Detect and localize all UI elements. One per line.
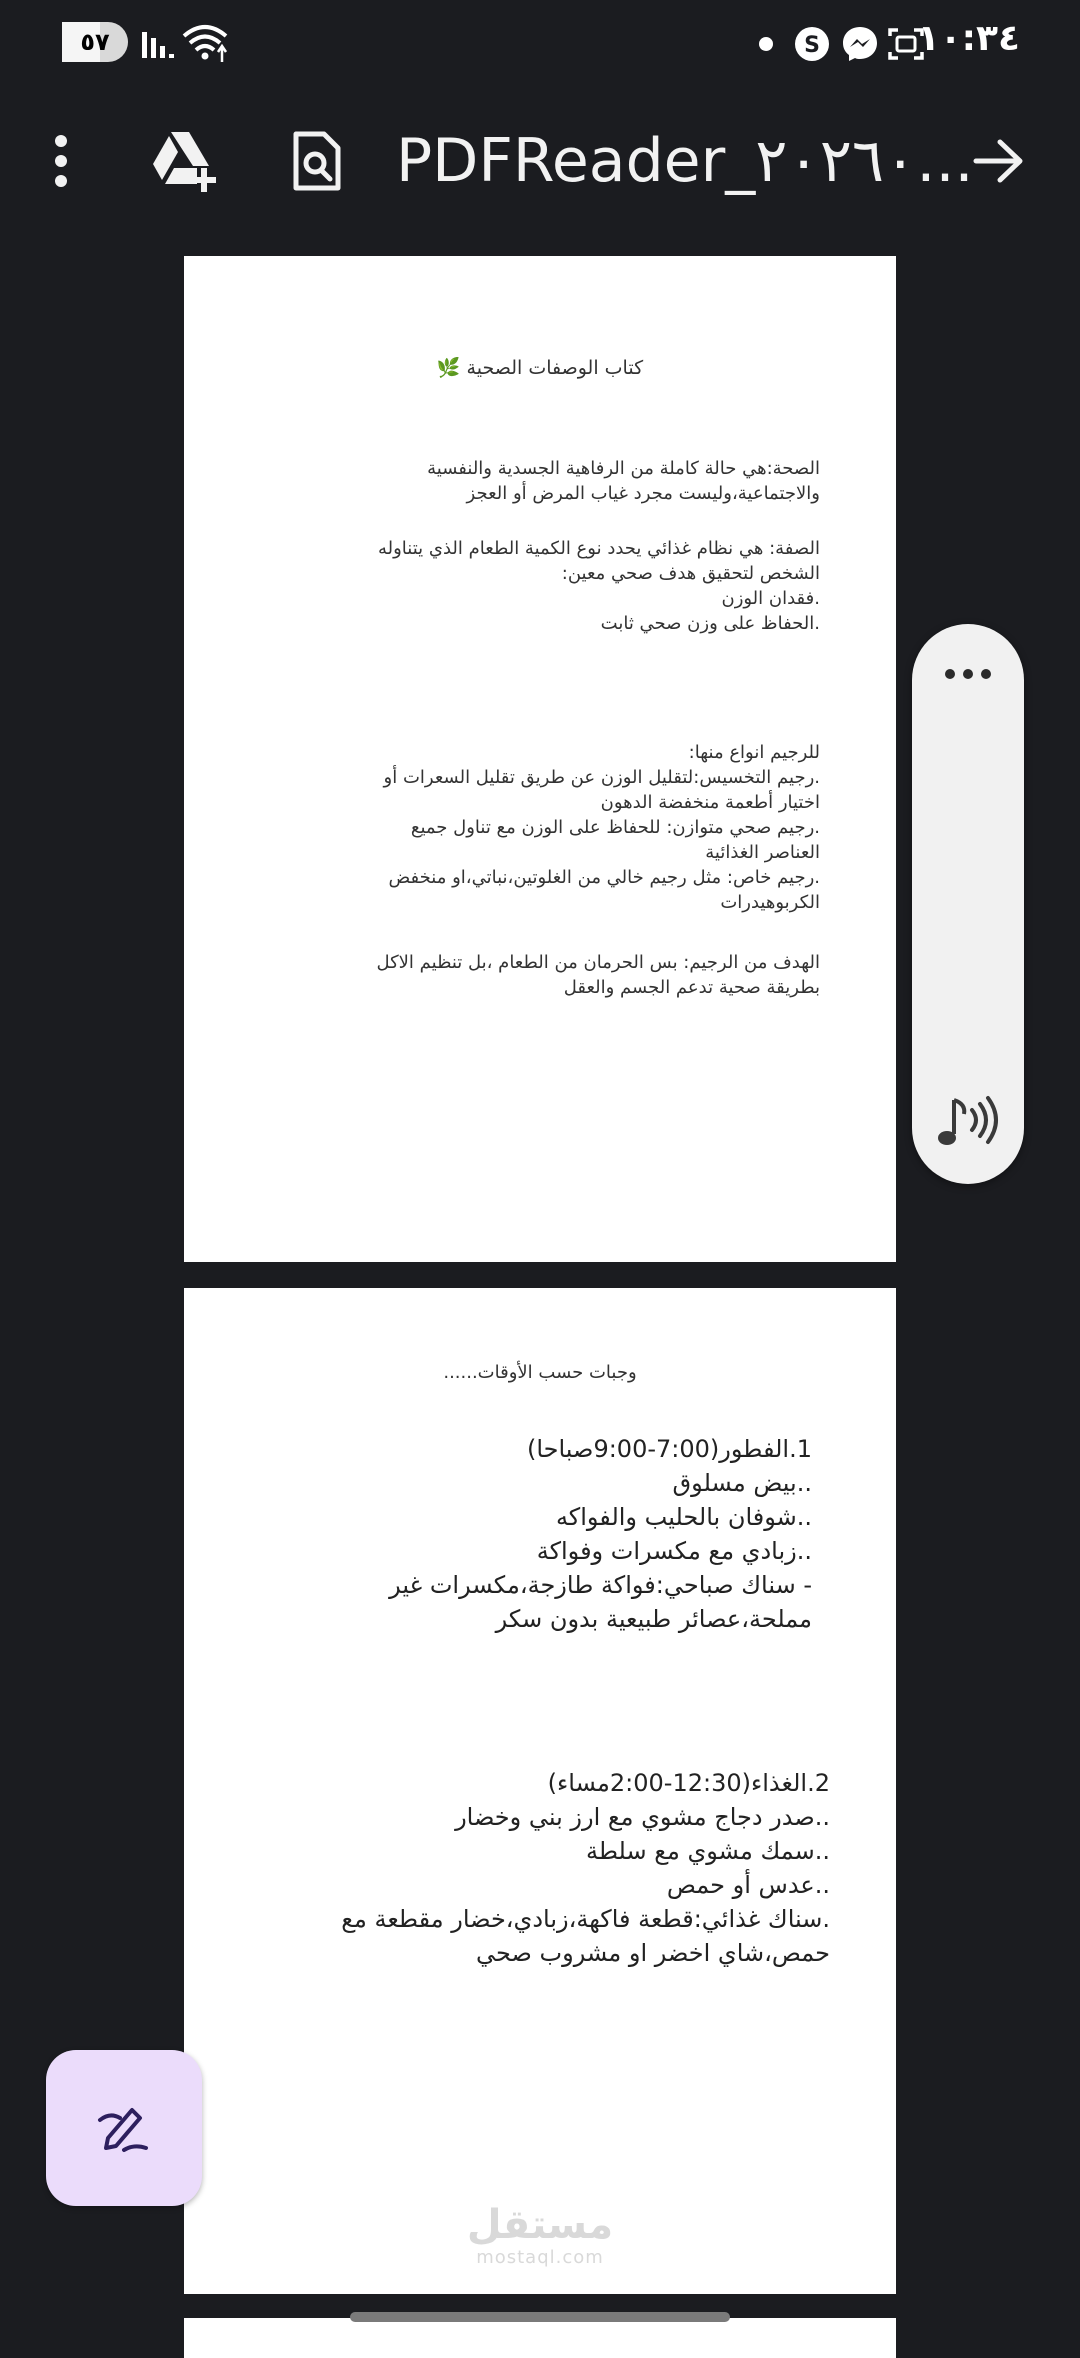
clock: ١٠:٣٤ (917, 18, 1020, 59)
save-to-drive-button[interactable] (146, 126, 222, 196)
more-vert-icon (51, 133, 71, 189)
forward-button[interactable] (964, 126, 1034, 196)
page1-paragraph-health: الصحة:هي حالة كاملة من الرفاهية الجسدية والنفسية والاجتماعية،وليست مجرد غياب المرض أو العجز (427, 458, 820, 504)
pdf-page-1[interactable] (184, 256, 896, 1262)
more-options-button[interactable] (26, 126, 96, 196)
status-bar (0, 0, 1080, 86)
watermark-latin: mostaql.com (476, 2247, 604, 2268)
edit-button[interactable] (46, 2050, 202, 2206)
page2-lunch-section: 2.الغذاء(12:30-2:00مساء) ..صدر دجاج مشوي مع ارز بني وخضار ..سمك مشوي مع سلطة ..عدس أو حمص .سناك غذائي:قطعة فاكهة،زبادي،خضار مقطعة مع حمص،شاي اخضر او مشروب صحي (341, 1769, 830, 1967)
s-app-icon (792, 24, 832, 64)
signal-icon (140, 22, 180, 62)
floating-tool-panel (912, 624, 1024, 1184)
search-document-button[interactable] (282, 126, 352, 196)
read-aloud-icon (934, 1094, 1004, 1154)
page1-paragraph-diet-definition: الصفة: هي نظام غذائي يحدد نوع الكمية الطعام الذي يتناوله الشخص لتحقيق هدف صحي معين: .فقدان الوزن .الحفاظ على وزن صحي ثابت (377, 538, 820, 634)
watermark-arabic: مستقل (466, 2202, 614, 2248)
pdf-page-3[interactable] (184, 2318, 896, 2358)
page1-paragraph-diet-types: للرجيم انواع منها: .رجيم التخسيس:لتقليل الوزن عن طريق تقليل السعرات أو اختيار أطعمة منخفضة الدهون .رجيم صحي متوازن: للحفاظ على الوزن مع تناول جميع العناصر الغذائية .رجيم خاص: مثل رجيم خالي من الغلوتين،نباتي،او منخفض الكربوهيدرات (383, 742, 820, 913)
search-document-icon (290, 130, 344, 192)
page2-title: وجبات حسب الأوقات...... (443, 1362, 637, 1383)
more-horiz-icon (944, 668, 992, 680)
page1-title: كتاب الوصفات الصحية 🌿 (436, 357, 644, 379)
pdf-page-2[interactable] (184, 1288, 896, 2294)
svg-text:S: S (804, 33, 820, 58)
read-aloud-button[interactable] (934, 1094, 1004, 1154)
document-title: PDFReader_٢٠٢٦٠... (396, 126, 974, 196)
top-toolbar (0, 86, 1080, 236)
messenger-icon (840, 24, 880, 64)
forward-arrow-icon (972, 136, 1026, 186)
notification-dot-icon (756, 34, 776, 54)
edit-pen-icon (94, 2098, 154, 2158)
wifi-icon (180, 22, 230, 66)
panel-more-button[interactable] (938, 654, 998, 694)
battery-icon (62, 22, 128, 62)
battery-level: ٥٧ (80, 28, 110, 56)
watermark (184, 2203, 896, 2269)
page1-paragraph-diet-goal: الهدف من الرجيم: بس الحرمان من الطعام ،بل تنظيم الاكل بطريقة صحية تدعم الجسم والعقل (376, 952, 820, 998)
google-drive-add-icon (149, 130, 219, 192)
page2-breakfast-section: 1.الفطور(7:00-9:00صباحا) ..بيض مسلوق ..شوفان بالحليب والفواكه ..زبادي مع مكسرات وفواكة - سناك صباحي:فواكة طازجة،مكسرات غير مملحة،عصائر طبيعية بدون سكر (389, 1435, 812, 1633)
scroll-handle[interactable] (350, 2312, 730, 2322)
